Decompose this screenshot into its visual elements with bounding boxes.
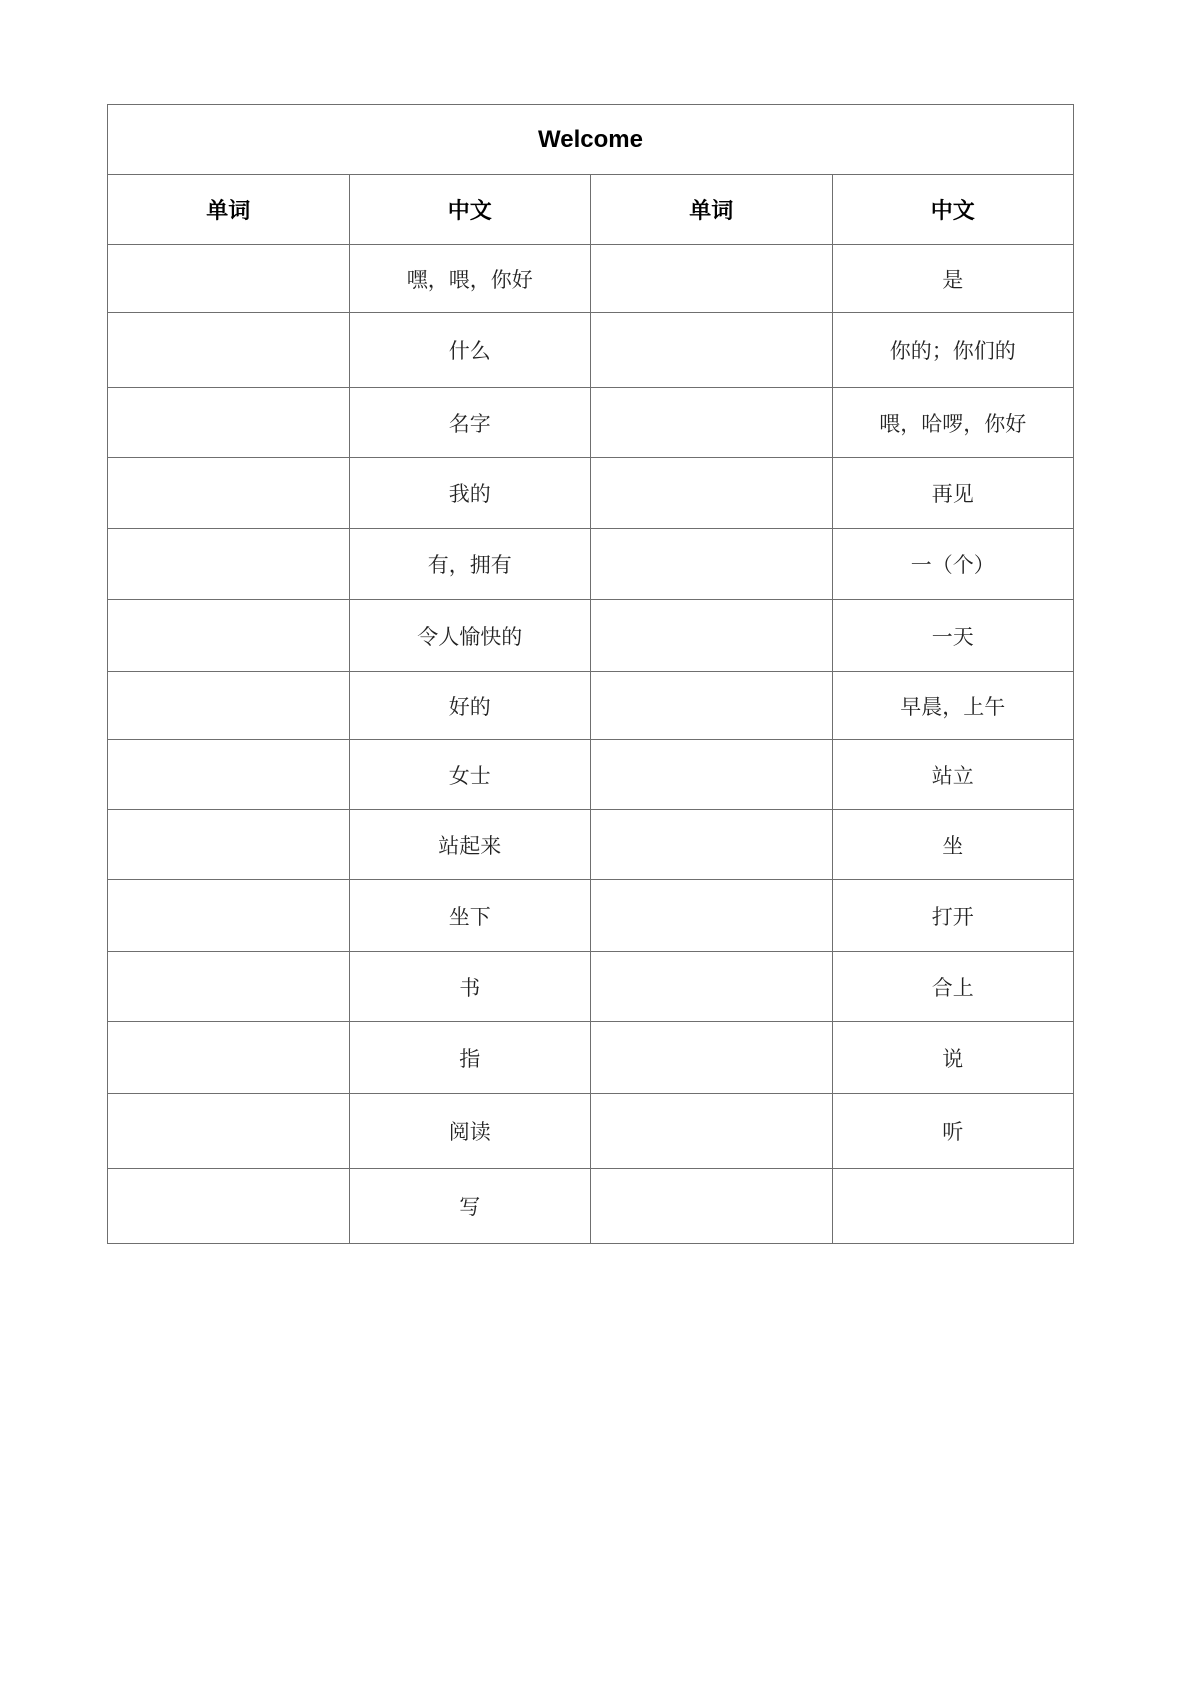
chinese-right-cell: 一（个）	[832, 529, 1074, 600]
table-row	[108, 880, 1074, 952]
chinese-left-cell: 女士	[349, 740, 591, 810]
chinese-right-cell: 合上	[832, 952, 1074, 1022]
table-title: Welcome	[108, 105, 1074, 175]
title-row	[108, 105, 1074, 175]
header-word-left: 单词	[108, 175, 350, 245]
word-left-cell[interactable]	[108, 388, 350, 458]
chinese-left-cell: 写	[349, 1169, 591, 1244]
chinese-left-cell: 阅读	[349, 1094, 591, 1169]
table-row	[108, 529, 1074, 600]
word-left-cell[interactable]	[108, 1022, 350, 1094]
word-left-cell[interactable]	[108, 1169, 350, 1244]
word-right-cell[interactable]	[591, 529, 833, 600]
table-row	[108, 1169, 1074, 1244]
word-right-cell[interactable]	[591, 810, 833, 880]
vocabulary-table	[107, 104, 1074, 1244]
word-left-cell[interactable]	[108, 600, 350, 672]
word-right-cell[interactable]	[591, 388, 833, 458]
chinese-right-cell: 听	[832, 1094, 1074, 1169]
header-row	[108, 175, 1074, 245]
word-right-cell[interactable]	[591, 458, 833, 529]
table-row	[108, 600, 1074, 672]
chinese-right-cell: 喂，哈啰，你好	[832, 388, 1074, 458]
chinese-left-cell: 什么	[349, 313, 591, 388]
word-right-cell[interactable]	[591, 1022, 833, 1094]
chinese-left-cell: 好的	[349, 672, 591, 740]
table-row	[108, 458, 1074, 529]
word-right-cell[interactable]	[591, 1094, 833, 1169]
word-right-cell[interactable]	[591, 245, 833, 313]
word-right-cell[interactable]	[591, 313, 833, 388]
chinese-right-cell: 站立	[832, 740, 1074, 810]
table-row	[108, 1022, 1074, 1094]
chinese-right-cell: 说	[832, 1022, 1074, 1094]
chinese-left-cell: 令人愉快的	[349, 600, 591, 672]
word-right-cell[interactable]	[591, 672, 833, 740]
table-row	[108, 952, 1074, 1022]
chinese-left-cell: 站起来	[349, 810, 591, 880]
table-row	[108, 245, 1074, 313]
word-left-cell[interactable]	[108, 880, 350, 952]
word-left-cell[interactable]	[108, 529, 350, 600]
chinese-right-cell: 再见	[832, 458, 1074, 529]
chinese-left-cell: 名字	[349, 388, 591, 458]
header-chinese-left: 中文	[349, 175, 591, 245]
word-left-cell[interactable]	[108, 740, 350, 810]
word-left-cell[interactable]	[108, 672, 350, 740]
word-right-cell[interactable]	[591, 600, 833, 672]
table-row	[108, 740, 1074, 810]
word-right-cell[interactable]	[591, 952, 833, 1022]
chinese-right-cell: 一天	[832, 600, 1074, 672]
word-left-cell[interactable]	[108, 245, 350, 313]
word-left-cell[interactable]	[108, 458, 350, 529]
table-row	[108, 672, 1074, 740]
chinese-left-cell: 我的	[349, 458, 591, 529]
word-right-cell[interactable]	[591, 740, 833, 810]
chinese-right-cell	[832, 1169, 1074, 1244]
chinese-left-cell: 指	[349, 1022, 591, 1094]
word-right-cell[interactable]	[591, 880, 833, 952]
chinese-left-cell: 有，拥有	[349, 529, 591, 600]
word-left-cell[interactable]	[108, 1094, 350, 1169]
table-row	[108, 810, 1074, 880]
chinese-right-cell: 坐	[832, 810, 1074, 880]
table-row	[108, 313, 1074, 388]
chinese-left-cell: 书	[349, 952, 591, 1022]
chinese-right-cell: 是	[832, 245, 1074, 313]
chinese-left-cell: 嘿，喂，你好	[349, 245, 591, 313]
chinese-right-cell: 早晨，上午	[832, 672, 1074, 740]
chinese-right-cell: 打开	[832, 880, 1074, 952]
table-row	[108, 388, 1074, 458]
word-left-cell[interactable]	[108, 810, 350, 880]
word-left-cell[interactable]	[108, 313, 350, 388]
table-row	[108, 1094, 1074, 1169]
header-word-right: 单词	[591, 175, 833, 245]
chinese-right-cell: 你的；你们的	[832, 313, 1074, 388]
chinese-left-cell: 坐下	[349, 880, 591, 952]
word-left-cell[interactable]	[108, 952, 350, 1022]
header-chinese-right: 中文	[832, 175, 1074, 245]
word-right-cell[interactable]	[591, 1169, 833, 1244]
